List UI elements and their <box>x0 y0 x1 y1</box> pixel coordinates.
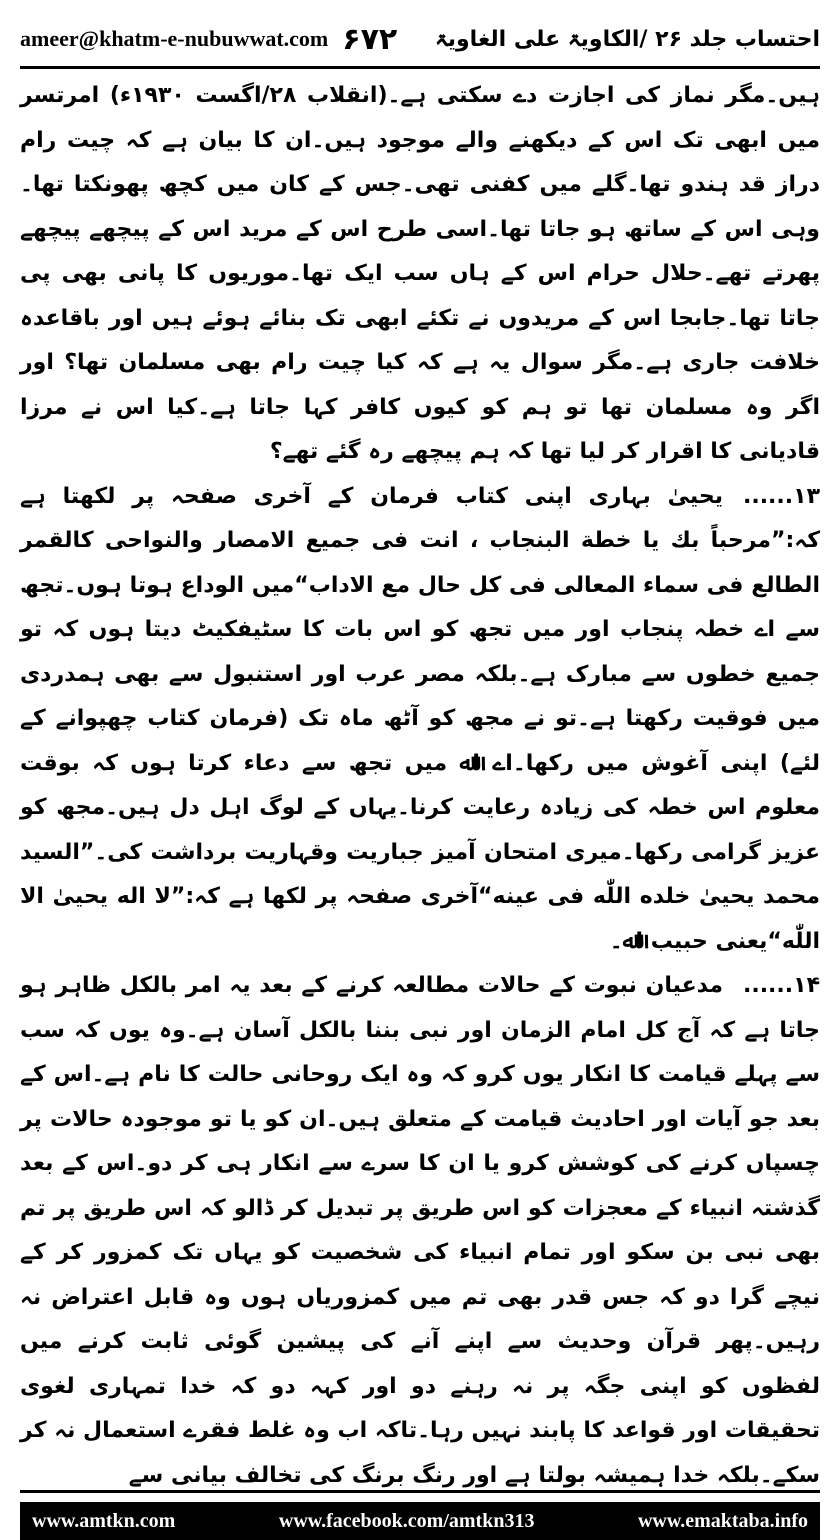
footer-rules <box>20 1490 820 1497</box>
page-number: ۶۷۲ <box>342 21 398 57</box>
header-rule <box>20 66 820 69</box>
paragraph-13 <box>20 475 820 965</box>
footer-rule-top <box>20 1490 820 1493</box>
paragraph-number: ۱۴...... <box>742 973 820 998</box>
paragraph-text: ہیں۔مگر نماز کی اجازت دے سکتی ہے۔(انقلاب ۲۸/اگست ۱۹۳۰ء) امرتسر میں ابھی تک اس کے دیکھنے والے موجود ہیں۔ان کا بیان ہے کہ چیت رام دراز قد ہندو تھا۔گلے میں کفنی تھی۔جس کے کان میں کچھ پھونکتا تھا۔وہی اس کے ساتھ ہو جاتا تھا۔اسی طرح اس کے مرید اس کے پیچھے پیچھے پھرتے تھے۔حلال حرام اس کے ہاں سب ایک تھا۔موریوں کا پانی بھی پی جاتا تھا۔جابجا اس کے مریدوں نے تکئے ابھی تک بنائے ہوئے ہیں اور باقاعدہ خلافت جاری ہے۔مگر سوال یہ ہے کہ کیا چیت رام بھی مسلمان تھا؟ اور اگر وہ مسلمان تھا تو ہم کو کیوں کافر کہا جاتا ہے۔کیا اس نے مرزا قادیانی کا اقرار کر لیا تھا کہ ہم پیچھے رہ گئے تھے؟ <box>20 83 820 464</box>
page-body <box>20 74 820 1498</box>
page <box>20 0 820 1540</box>
footer-link-facebook[interactable]: www.facebook.com/amtkn313 <box>278 1509 535 1532</box>
paragraph-text: مدعیان نبوت کے حالات مطالعہ کرنے کے بعد یہ امر بالکل ظاہر ہو جاتا ہے کہ آج کل امام الزمان اور نبی بننا بالکل آسان ہے۔وہ یوں کہ سب سے پہلے قیامت کا انکار یوں کرو کہ وہ ایک روحانی حالت کا نام ہے۔اس کے بعد جو آیات اور احادیث قیامت کے متعلق ہیں۔ان کو یا تو موجودہ حالات پر چسپاں کرنے کی کوشش کرو یا ان کا سرے سے انکار ہی کر دو۔اس کے بعد گذشتہ انبیاء کے معجزات کو اس طریق پر تبدیل کر ڈالو کہ اس طریق پر تم بھی نبی بن سکو اور تمام انبیاء کی شخصیت کو یہاں تک کمزور کر کے نیچے گرا دو کہ جس قدر بھی تم میں کمزوریاں ہوں وہ قابل اعتراض نہ رہیں۔پھر قرآن وحدیث سے اپنے آنے کی پیشین گوئی ثابت کرنے میں لفظوں کو اپنی جگہ پر نہ رہنے دو اور کہہ دو کہ خدا تمہاری لغوی تحقیقات اور قواعد کا پابند نہیں رہا۔تاکہ اب وہ غلط فقرے استعمال نہ کر سکے۔بلکہ خدا ہمیشہ بولتا ہے اور رنگ برنگ کی تخالف بیانی سے <box>20 973 820 1488</box>
page-footer <box>20 1502 820 1540</box>
header-left <box>20 22 397 57</box>
paragraph-continuation <box>20 74 820 475</box>
paragraph-14 <box>20 964 820 1498</box>
book-title: احتساب جلد ۲۶ /الکاویۃ علی الغاویۃ <box>434 26 820 52</box>
page-header <box>20 14 820 64</box>
footer-link-emaktaba[interactable]: www.emaktaba.info <box>637 1509 808 1532</box>
footer-link-amtkn[interactable]: www.amtkn.com <box>32 1509 176 1532</box>
header-email[interactable]: ameer@khatm-e-nubuwwat.com <box>20 26 329 51</box>
paragraph-text: یحییٰ بہاری اپنی کتاب فرمان کے آخری صفحہ پر لکھتا ہے کہ:”مرحباً بك یا خطة البنجاب ، انت فی جمیع الامصار والنواحی کالقمر الطالع فی سماء المعالی فی کل حال مع الاداب“میں الوداع ہوتا ہوں۔تجھ سے اے خطہ پنجاب اور میں تجھ کو اس بات کا سٹیفکیٹ دیتا ہوں کہ تو جمیع خطوں سے مبارک ہے۔بلکہ مصر عرب اور استنبول سے بھی ہمدردی میں فوقیت رکھتا ہے۔تو نے مجھ کو آٹھ ماہ تک (فرمان کتاب چھپوانے کے لئے) اپنی آغوش میں رکھا۔اے اﷲ میں تجھ سے دعاء کرتا ہوں کہ بوقت معلوم اس خطہ کی زیادہ رعایت کرنا۔یہاں کے لوگ اہل دل ہیں۔مجھ کو عزیز گرامی رکھا۔میری امتحان آمیز جباریت وقہاریت برداشت کی۔”السید محمد یحییٰ خلده اللّٰه فی عینه“آخری صفحہ پر لکھا ہے کہ:”لا اله یحییٰ الا اللّٰه“یعنی حبیب اﷲ۔ <box>20 483 820 954</box>
paragraph-number: ۱۳...... <box>742 483 820 509</box>
